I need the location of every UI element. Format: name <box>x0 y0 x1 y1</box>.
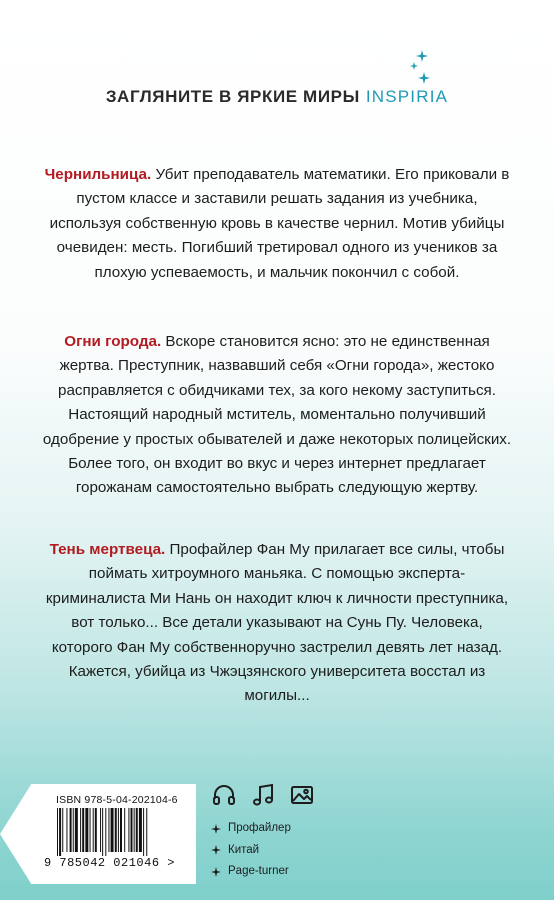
image-icon <box>289 782 315 808</box>
tag-label: Page-turner <box>228 865 289 877</box>
barcode-bar <box>102 808 103 856</box>
headphones-icon <box>211 782 237 808</box>
barcode-bar <box>62 808 63 852</box>
barcode <box>57 808 189 856</box>
barcode-bar <box>80 808 81 852</box>
tag-item <box>211 818 291 840</box>
barcode-bar <box>66 808 67 852</box>
star-bullet-icon <box>211 845 221 855</box>
barcode-bar <box>136 808 138 852</box>
star-bullet-icon <box>211 867 221 877</box>
tag-item <box>211 861 291 883</box>
annotation-paragraph <box>40 163 514 285</box>
annotation-paragraph <box>40 538 514 709</box>
barcode-bar <box>70 808 72 852</box>
music-note-icon <box>250 782 276 808</box>
headline-text: ЗАГЛЯНИТЕ В ЯРКИЕ МИРЫ <box>105 87 360 106</box>
format-icons <box>211 782 315 812</box>
annotation-paragraph <box>40 330 514 501</box>
barcode-bar <box>143 808 144 856</box>
barcode-bar <box>146 808 147 856</box>
tag-label: Профайлер <box>228 822 291 834</box>
tag-label: Китай <box>228 843 260 856</box>
barcode-bar <box>93 808 94 852</box>
tag-item <box>211 840 291 862</box>
series-headline <box>0 87 554 107</box>
barcode-bar <box>95 808 97 852</box>
barcode-bar <box>120 808 122 852</box>
barcode-bar <box>115 808 117 852</box>
annotation-lead: Тень мертвеца. <box>49 541 166 558</box>
barcode-bar <box>134 808 135 852</box>
barcode-bar <box>75 808 78 852</box>
annotation-text: Профайлер Фан Му прилагает все силы, чтобы поймать хитроумного маньяка. С помощью эксперта-криминалиста Ми Нань он находит ключ к личности преступника, вот только... Все детали указывают на Сунь Пу. Человека, которого Фан Му собственноручно застрелил девять лет назад. Кажется, убийца из Чжэцзянского университета восстал из могилы... <box>45 541 509 705</box>
isbn-label: ISBN 978-5-04-202104-6 <box>56 794 178 806</box>
barcode-bar <box>124 808 125 852</box>
genre-tags <box>211 818 291 883</box>
annotation-text: Вскоре становится ясно: это не единственная жертва. Преступник, назвавший себя «Огни города», жестоко расправляется с обидчиками тех, за кого некому заступиться. Настоящий народный мститель, моментально получивший одобрение у простых обывателей и даже некоторых полицейских. Более того, он входит во вкус и через интернет предлагает горожанам самостоятельно выбрать следующую жертву. <box>42 333 512 497</box>
barcode-bar <box>82 808 84 852</box>
barcode-bar <box>111 808 114 852</box>
barcode-bar <box>128 808 129 852</box>
barcode-bar <box>59 808 61 856</box>
barcode-bar <box>131 808 133 852</box>
barcode-bar <box>139 808 142 852</box>
barcode-bar <box>90 808 91 852</box>
barcode-bar <box>118 808 119 852</box>
barcode-bar <box>105 808 106 856</box>
barcode-number: 9 785042 021046 > <box>44 856 175 870</box>
barcode-bar <box>108 808 109 852</box>
barcode-bar <box>73 808 74 852</box>
brand-name: INSPIRIA <box>365 87 449 106</box>
star-bullet-icon <box>211 824 221 834</box>
sparkle-stars-icon <box>408 50 436 86</box>
barcode-bar <box>85 808 88 852</box>
annotation-lead: Огни города. <box>64 333 162 350</box>
annotation-lead: Чернильница. <box>44 166 152 183</box>
annotation-text: Убит преподаватель математики. Его приковали в пустом классе и заставили решать задания из учебника, используя собственную кровь в качестве чернил. Мотив убийцы очевиден: месть. Погибший третировал одного из учеников за плохую успеваемость, и мальчик покончил с собой. <box>49 166 510 281</box>
barcode-bar <box>100 808 101 852</box>
barcode-bar <box>57 808 58 856</box>
